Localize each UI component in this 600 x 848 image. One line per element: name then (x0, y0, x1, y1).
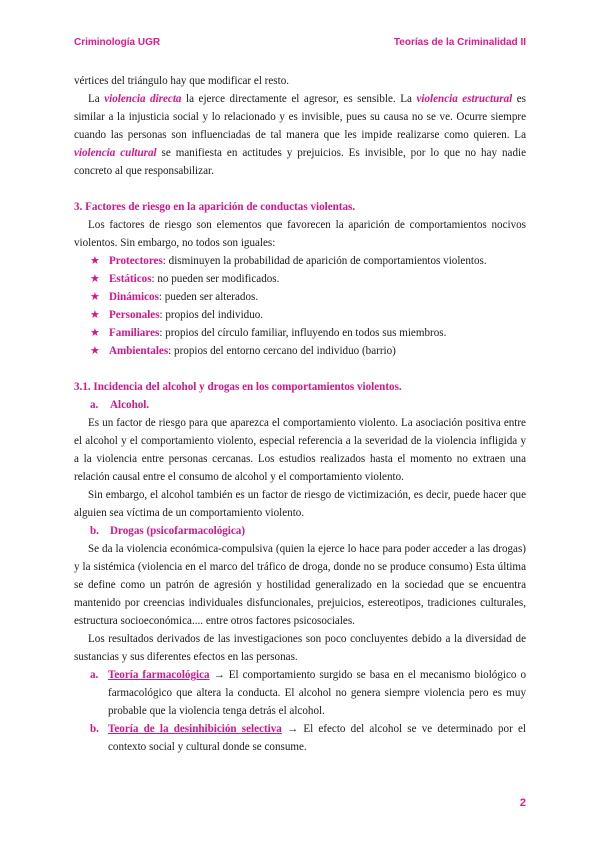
paragraph-drugs-1: Se da la violencia económica-compulsiva (quien la ejerce lo hace para poder acceder a las drogas) y la sistémica (violencia en el marco del tráfico de droga, donde no se produce consumo) Esta última se define como un patrón de agresión y hostilidad generalizado en la sociedad que se encuentra mantenido por creencias individuales disfuncionales, prejuicios, estereotipos, tradiciones culturales, estructura socioeconómica.... entre otros factores psicosociales. (74, 543, 526, 627)
paragraph-violence-types (74, 90, 526, 180)
term-cultural-violence: violencia cultural (74, 147, 157, 159)
list-item-term: Ambientales (109, 345, 169, 357)
list-item-desc: : disminuyen la probabilidad de aparición de comportamientos violentos. (162, 255, 487, 267)
list-item-desc: : pueden ser alterados. (158, 291, 259, 303)
subheading-label: b. (90, 525, 99, 537)
list-item-label: a. (90, 669, 99, 681)
subheading-title: Drogas (psicofarmacológica) (110, 525, 246, 537)
theory-title: Teoría de la desinhibición selectiva (108, 723, 282, 735)
header-subject: Teorías de la Criminalidad II (393, 37, 526, 48)
term-structural-violence: violencia estructural (416, 93, 513, 105)
theory-text: → El efecto del alcohol se ve determinado por el contexto social y cultural donde se consume. (108, 723, 526, 753)
list-item-label: b. (90, 723, 99, 735)
list-item (90, 252, 526, 270)
list-item (90, 666, 526, 720)
list-item-term: Personales (109, 309, 160, 321)
list-item (90, 288, 526, 306)
section-heading-alcohol-drugs: 3.1. Incidencia del alcohol y drogas en los comportamientos violentos. (74, 381, 402, 393)
list-item (90, 720, 526, 756)
paragraph-alcohol-2: Sin embargo, el alcohol también es un factor de riesgo de victimización, es decir, puede hacer que alguien sea víctima de un comportamiento violento. (74, 489, 526, 519)
term-direct-violence: violencia directa (104, 93, 182, 105)
text-run: la ejerce directamente el agresor, es sensible. La (181, 93, 417, 105)
list-item-term: Familiares (109, 327, 160, 339)
page-number: 2 (519, 797, 526, 809)
list-item (90, 324, 526, 342)
page-header (74, 37, 526, 53)
theory-title: Teoría farmacológica (108, 669, 210, 681)
list-item (90, 270, 526, 288)
paragraph-drugs-2: Los resultados derivados de las investigaciones son poco concluyentes debido a la diversidad de sustancias y sus diferentes efectos en las personas. (74, 633, 526, 663)
theory-list (74, 666, 526, 756)
theory-text: → El comportamiento surgido se basa en el mecanismo biológico o farmacológico que altera la conducta. El alcohol no genera siempre violencia pero es muy probable que la violencia tenga detrás el alcohol. (108, 669, 526, 717)
text-run: se manifiesta en actitudes y prejuicios. Es invisible, por lo que no hay nadie concreto al que responsabilizar. (74, 147, 526, 177)
list-item (90, 342, 526, 360)
paragraph-triangle: vértices del triángulo hay que modificar el resto. (74, 75, 290, 87)
list-item-desc: : propios del entorno cercano del individuo (barrio) (168, 345, 396, 357)
paragraph-alcohol-1: Es un factor de riesgo para que aparezca el comportamiento violento. La asociación positiva entre el alcohol y el comportamiento violento, especial referencia a la severidad de la violencia infligida y a la violencia entre personas cercanas. Los estudios realizados hasta el momento no extraen una relación causal entre el consumo de alcohol y el comportamiento violento. (74, 417, 526, 483)
risk-factor-list (74, 252, 526, 360)
list-item-term: Dinámicos (109, 291, 159, 303)
list-item-term: Protectores (109, 255, 163, 267)
subheading-title: Alcohol. (110, 399, 150, 411)
star-icon: ★ (90, 309, 100, 321)
subheading-label: a. (90, 399, 99, 411)
subheading-alcohol (74, 396, 526, 414)
text-run: La (88, 93, 105, 105)
star-icon: ★ (90, 291, 100, 303)
star-icon: ★ (90, 273, 100, 285)
paragraph-risk-intro: Los factores de riesgo son elementos que favorecen la aparición de comportamientos nocivos violentos. Sin embargo, no todos son iguales: (74, 219, 526, 249)
star-icon: ★ (90, 327, 100, 339)
list-item-desc: : propios del individuo. (159, 309, 264, 321)
subheading-drugs (74, 522, 526, 540)
star-icon: ★ (90, 345, 100, 357)
star-icon: ★ (90, 255, 100, 267)
text-run: es similar a la injusticia social y lo relacionado y es invisible, pues su causa no se ve. Ocurre siempre cuando las personas son influenciadas de tal manera que les impide realizarse como quieren. La (74, 93, 526, 141)
list-item-desc: : propios del círculo familiar, influyendo en todos sus miembros. (159, 327, 447, 339)
document-body (74, 72, 526, 756)
list-item-desc: : no pueden ser modificados. (151, 273, 280, 285)
list-item (90, 306, 526, 324)
header-course: Criminología UGR (74, 37, 161, 48)
section-heading-risk-factors: 3. Factores de riesgo en la aparición de conductas violentas. (74, 201, 356, 213)
list-item-term: Estáticos (109, 273, 152, 285)
